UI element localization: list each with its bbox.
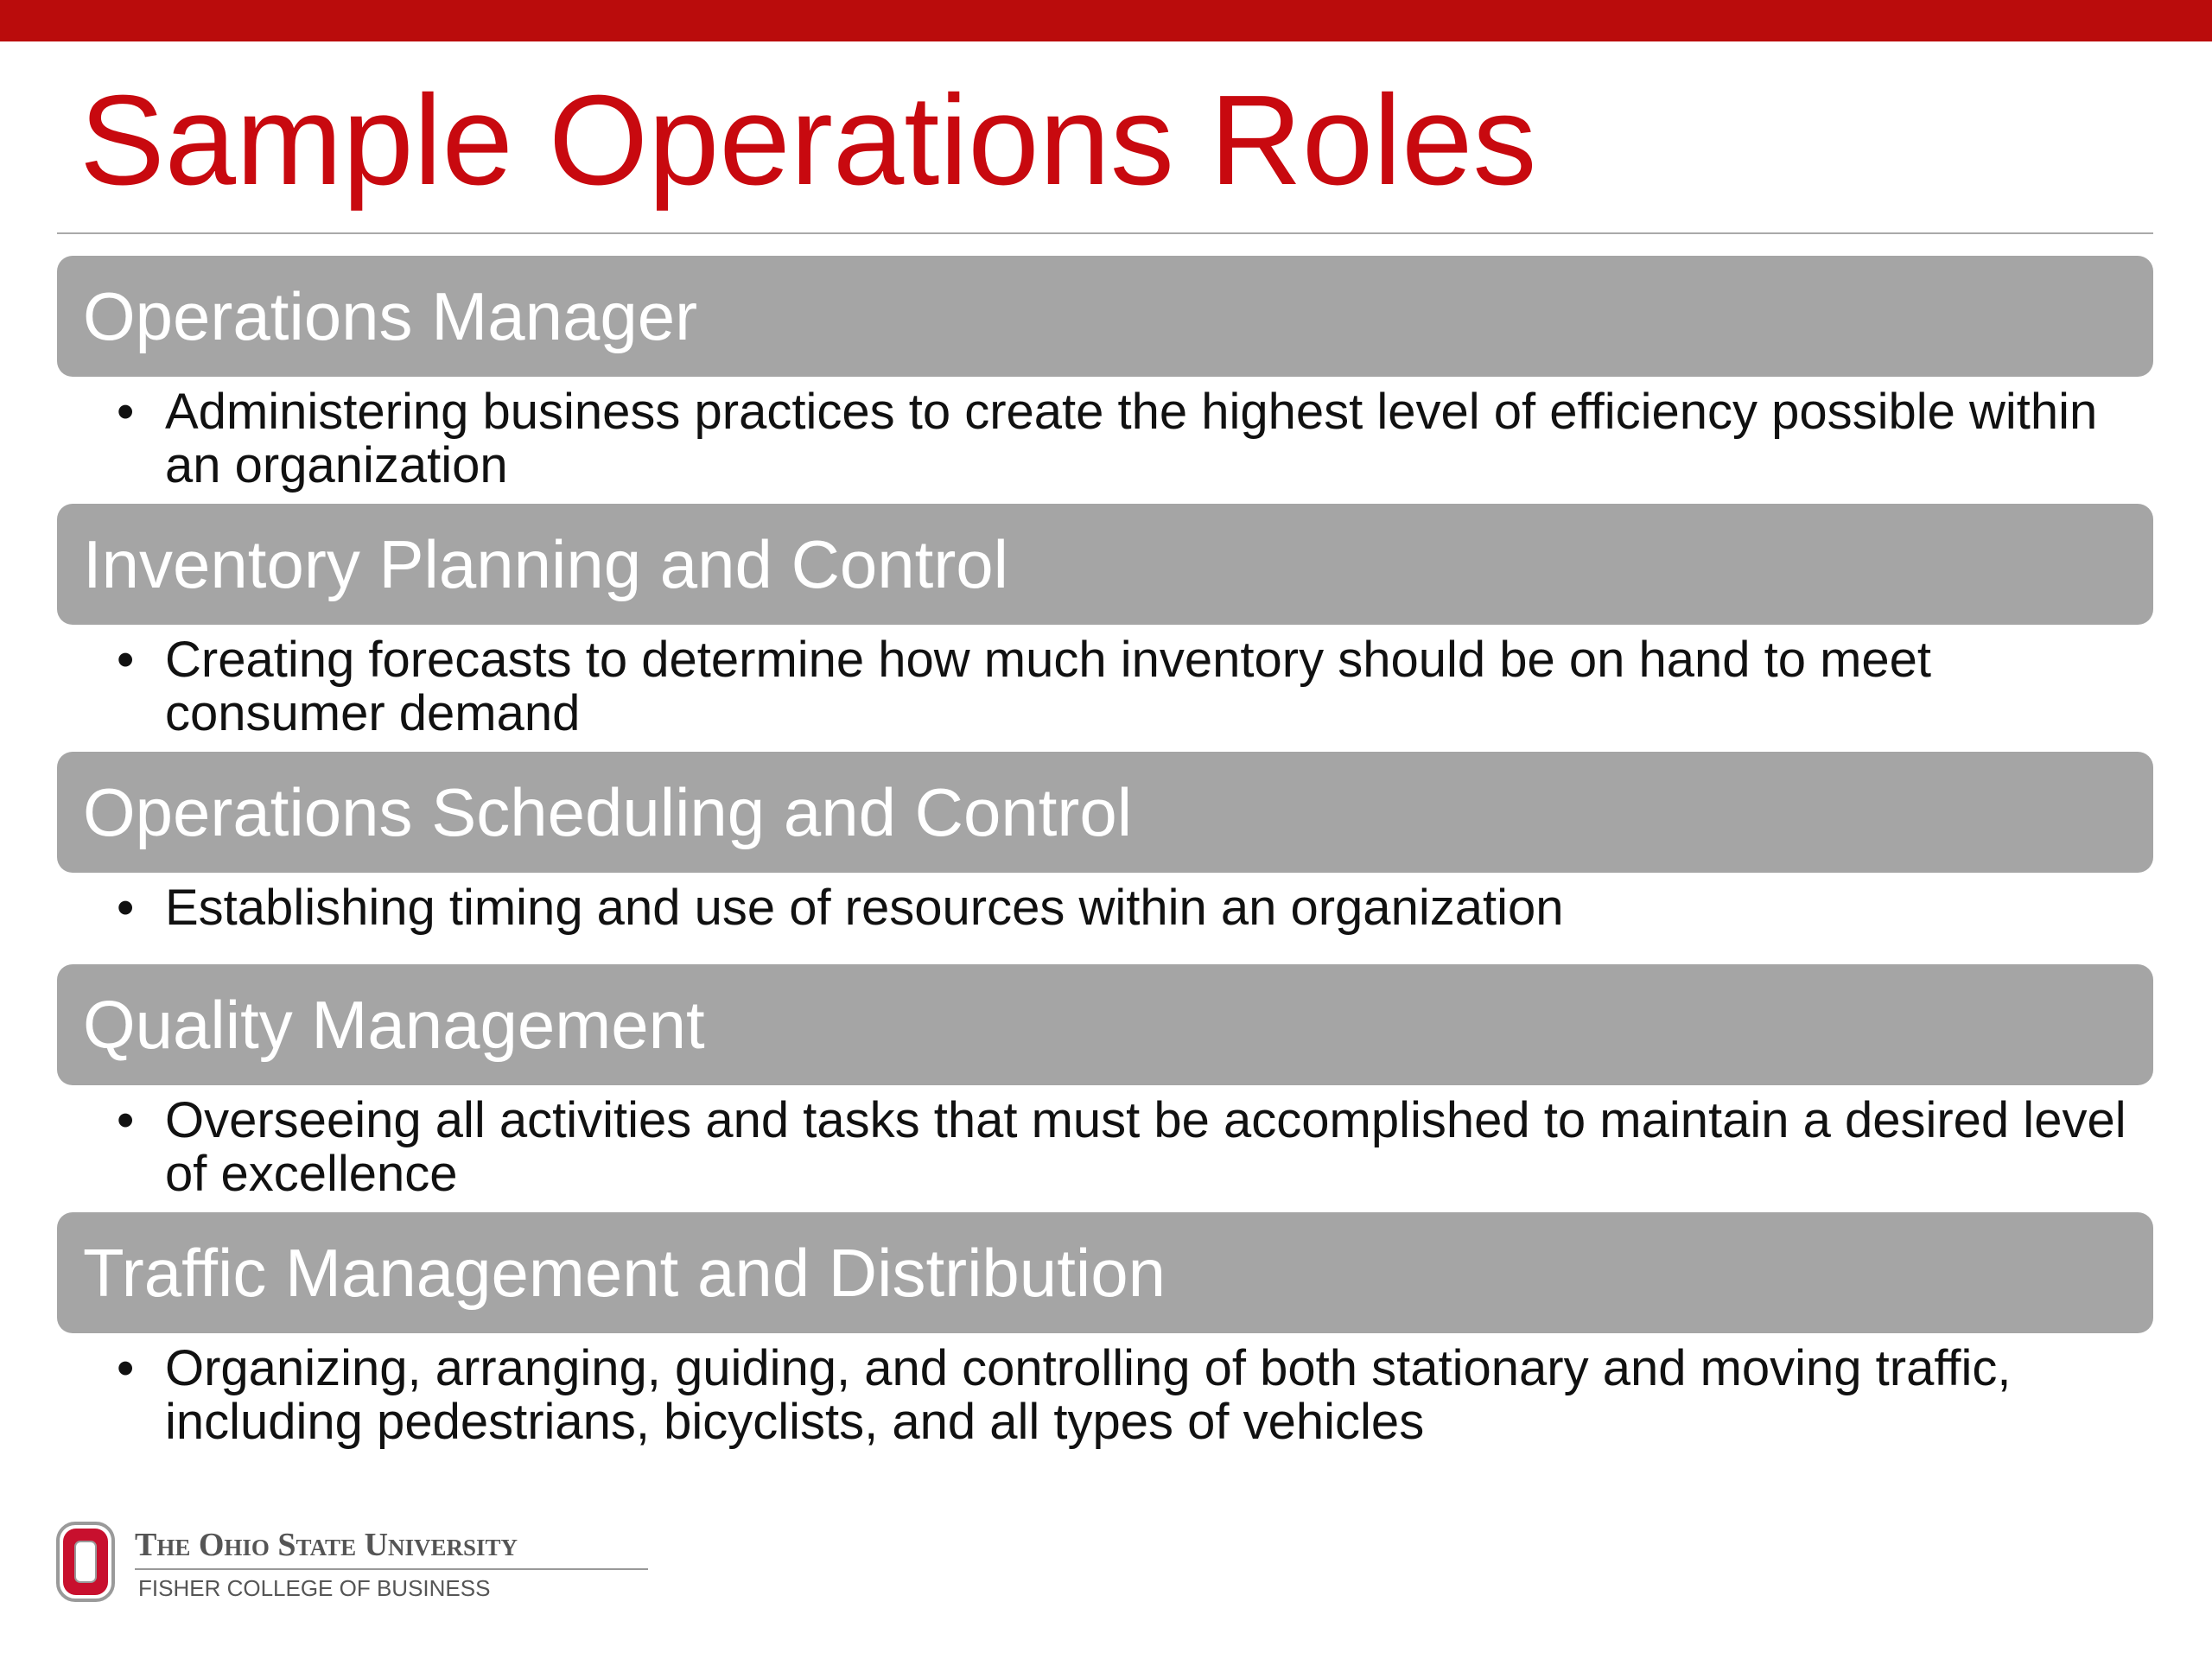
bullet-dot: •	[117, 632, 135, 688]
university-name: The Ohio State University	[135, 1527, 518, 1563]
block-o-logo-icon	[55, 1521, 116, 1603]
section-bullet	[117, 881, 2156, 935]
section-header-inventory-planning: Inventory Planning and Control	[57, 504, 2153, 625]
section-bullet	[117, 385, 2156, 493]
section-bullet	[117, 633, 2156, 741]
section-bullet	[117, 1342, 2156, 1449]
section-bullet	[117, 1094, 2156, 1201]
college-name: FISHER COLLEGE OF BUSINESS	[138, 1575, 491, 1601]
bullet-dot: •	[117, 1340, 135, 1396]
top-accent-bar	[0, 0, 2212, 41]
bullet-text: Overseeing all activities and tasks that must be accomplished to maintain a desired level of excellence	[165, 1092, 2126, 1202]
logo-divider	[135, 1568, 648, 1570]
slide-title: Sample Operations Roles	[79, 69, 1537, 212]
section-header-traffic-management: Traffic Management and Distribution	[57, 1212, 2153, 1333]
university-logo	[55, 1521, 608, 1607]
section-header-operations-manager: Operations Manager	[57, 256, 2153, 377]
bullet-dot: •	[117, 1092, 135, 1148]
bullet-dot: •	[117, 384, 135, 440]
section-header-operations-scheduling: Operations Scheduling and Control	[57, 752, 2153, 873]
bullet-text: Administering business practices to create the highest level of efficiency possible within an organization	[165, 384, 2098, 493]
bullet-text: Creating forecasts to determine how much inventory should be on hand to meet consumer demand	[165, 632, 1932, 741]
bullet-text: Organizing, arranging, guiding, and controlling of both stationary and moving traffic, including pedestrians, bicyclists, and all types of vehicles	[165, 1340, 2012, 1450]
bullet-text: Establishing timing and use of resources within an organization	[165, 880, 1564, 936]
bullet-dot: •	[117, 880, 135, 936]
title-divider	[57, 232, 2153, 234]
section-header-quality-management: Quality Management	[57, 964, 2153, 1085]
